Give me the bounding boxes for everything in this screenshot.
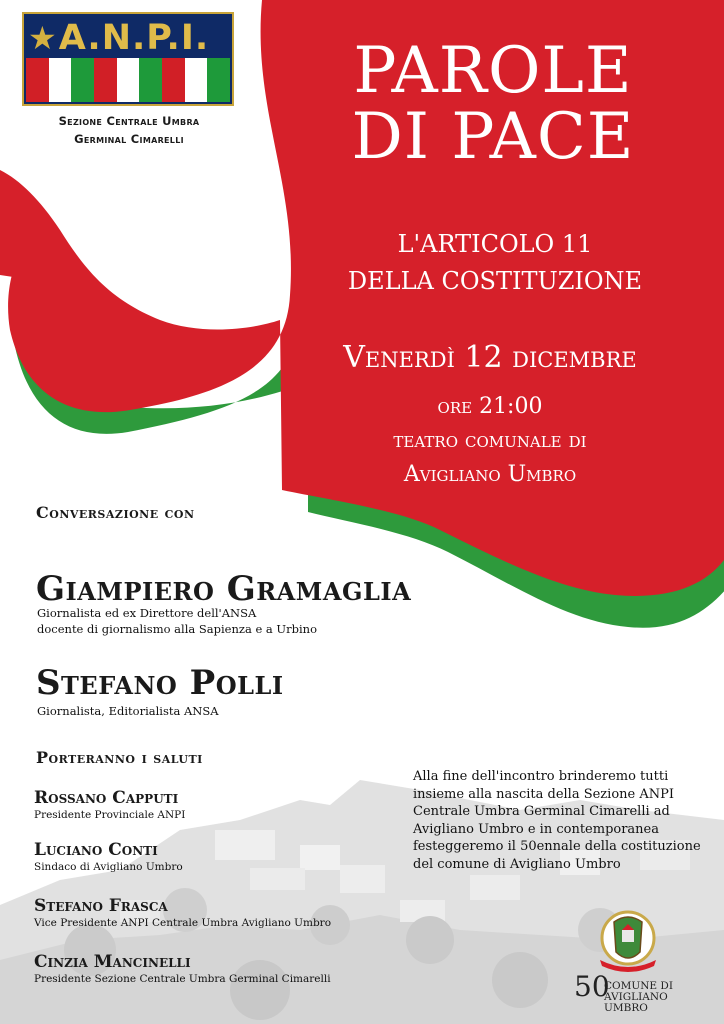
anpi-section-name: Sezione Centrale Umbra Germinal Cimarelli xyxy=(58,114,200,146)
event-time-place xyxy=(280,390,700,492)
anpi-logo-badge xyxy=(22,12,234,106)
anniversary-number: 50 xyxy=(574,970,610,1003)
event-place-line2: Avigliano Umbro xyxy=(403,462,577,487)
guest-role: Giornalista, Editorialista ANSA xyxy=(37,704,219,718)
guest-role: Giornalista ed ex Direttore dell'ANSA docente di giornalismo alla Sapienza e a Urbino xyxy=(37,606,317,636)
speaker-item: Luciano Conti Sindaco di Avigliano Umbro xyxy=(34,840,183,873)
star-icon: ★ xyxy=(28,19,57,57)
speaker-item: Stefano Frasca Vice Presidente ANPI Centrale Umbra Avigliano Umbro xyxy=(34,896,332,929)
anpi-logo-title: A.N.P.I. xyxy=(58,18,210,58)
closing-note: Alla fine dell'incontro brinderemo tutti insieme alla nascita della Sezione ANPI Centrale Umbra Germinal Cimarelli ad Avigliano Umbro e in contemporanea festeggeremo il 50ennale della costituzione del comune di Avigliano Umbro xyxy=(413,769,701,872)
conversation-heading: Conversazione con xyxy=(36,503,195,522)
speaker-item: Cinzia Mancinelli Presidente Sezione Centrale Umbra Germinal Cimarelli xyxy=(34,952,331,985)
comune-logo xyxy=(560,908,704,1012)
greetings-heading: Porteranno i saluti xyxy=(36,748,203,767)
event-title: PAROLE DI PACE xyxy=(351,34,635,174)
dove-wing-tip xyxy=(0,236,24,278)
event-time: ore 21:00 xyxy=(437,394,543,419)
event-place-line1: teatro comunale di xyxy=(393,428,587,453)
italian-flag-stripes xyxy=(26,58,230,102)
coat-of-arms-icon xyxy=(560,908,704,978)
speaker-item: Rossano Capputi Presidente Provinciale ANPI xyxy=(34,788,186,821)
event-date: Venerdì 12 dicembre xyxy=(343,340,637,375)
event-subtitle: L'ARTICOLO 11 DELLA COSTITUZIONE xyxy=(347,230,643,295)
comune-name: COMUNE DI AVIGLIANO UMBRO xyxy=(604,980,673,1014)
guest-name: Giampiero Gramaglia xyxy=(36,569,412,609)
anpi-logo xyxy=(22,12,236,148)
guest-name: Stefano Polli xyxy=(36,663,284,703)
